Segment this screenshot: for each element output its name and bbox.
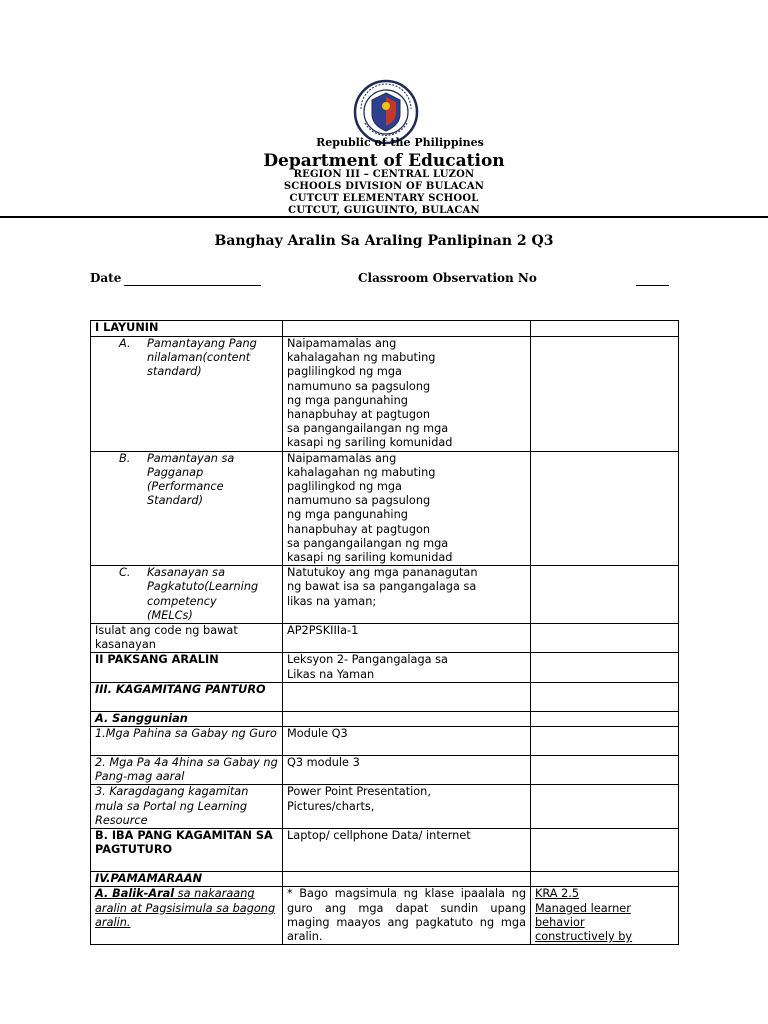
content-standard-label: Pamantayang Pang nilalaman(content standard) bbox=[147, 337, 257, 379]
karagdagang-kagamitan-label: 3. Karagdagang kagamitan mula sa Portal ng Learning Resource bbox=[91, 785, 283, 829]
table-row bbox=[91, 682, 679, 711]
republic-line: Republic of the Philippines bbox=[316, 136, 484, 149]
table-row bbox=[91, 337, 679, 452]
code-label: Isulat ang code ng bawat kasanayan bbox=[91, 624, 283, 653]
table-row bbox=[91, 624, 679, 653]
sanggunian-label: A. Sanggunian bbox=[91, 711, 283, 726]
paksang-aralin-value: Leksyon 2- Pangangalaga sa Likas na Yaman bbox=[283, 653, 531, 682]
kra-value: KRA 2.5 Managed learner behavior constructively by bbox=[531, 887, 679, 945]
table-row bbox=[91, 711, 679, 726]
table-row bbox=[91, 872, 679, 887]
table-row bbox=[91, 653, 679, 682]
performance-standard-label: Pamantayan sa Pagganap (Performance Standard) bbox=[147, 451, 235, 508]
date-blank-line[interactable] bbox=[124, 285, 261, 286]
department-name: Department of Education bbox=[263, 151, 505, 171]
content-standard-value: Naipamamalas ang kahalagahan ng mabuting paglilingkod ng mga namumuno sa pagsulong ng mga pangunahing hanapbuhay at pagtugon sa pangangailangan ng mga kasapi ng sariling komunidad bbox=[283, 337, 531, 452]
balik-aral-heading: A. Balik-Aral bbox=[95, 887, 175, 901]
region-line: REGION III – CENTRAL LUZON bbox=[293, 169, 475, 180]
code-value: AP2PSKIIIa-1 bbox=[283, 624, 531, 653]
item-letter: C. bbox=[119, 566, 131, 580]
iba-pang-kagamitan-label: B. IBA PANG KAGAMITAN SA PAGTUTURO bbox=[91, 829, 283, 872]
gabay-guro-value: Module Q3 bbox=[283, 727, 531, 756]
header-divider bbox=[0, 216, 768, 218]
table-row bbox=[91, 785, 679, 829]
date-label: Date bbox=[90, 271, 122, 285]
gabay-mag-aaral-label: 2. Mga Pa 4a 4hina sa Gabay ng Pang-mag aaral bbox=[91, 756, 283, 785]
division-line: SCHOOLS DIVISION OF BULACAN bbox=[283, 181, 485, 192]
table-row bbox=[91, 727, 679, 756]
table-row bbox=[91, 566, 679, 624]
table-row bbox=[91, 321, 679, 337]
iba-pang-kagamitan-value: Laptop/ cellphone Data/ internet bbox=[283, 829, 531, 872]
paksang-aralin-label: II PAKSANG ARALIN bbox=[91, 653, 283, 682]
karagdagang-kagamitan-value: Power Point Presentation, Pictures/charts, bbox=[283, 785, 531, 829]
learning-competency-value: Natutukoy ang mga pananagutan ng bawat isa sa pangangalaga sa likas na yaman; bbox=[283, 566, 531, 624]
gabay-guro-label: 1.Mga Pahina sa Gabay ng Guro bbox=[91, 727, 283, 756]
gabay-mag-aaral-value: Q3 module 3 bbox=[283, 756, 531, 785]
balik-aral-label bbox=[91, 887, 283, 945]
item-letter: A. bbox=[119, 337, 131, 350]
observation-blank-line[interactable] bbox=[636, 285, 669, 286]
table-row bbox=[91, 829, 679, 872]
school-line: CUTCUT ELEMENTARY SCHOOL bbox=[289, 193, 479, 204]
learning-competency-label: Kasanayan sa Pagkatuto(Learning competency (MELCs) bbox=[147, 566, 259, 622]
table-row bbox=[91, 451, 679, 566]
performance-standard-value: Naipamamalas ang kahalagahan ng mabuting paglilingkod ng mga namumuno sa pagsulong ng mga pangunahing hanapbuhay at pagtugon sa pangangailangan ng mga kasapi ng sariling komunidad bbox=[283, 451, 531, 566]
balik-aral-description: sa nakaraang aralin at Pagsisimula sa bagong aralin. bbox=[95, 887, 276, 929]
observation-label: Classroom Observation No bbox=[358, 271, 537, 285]
pamamaraan-label: IV.PAMAMARAAN bbox=[91, 872, 283, 887]
lesson-plan-table bbox=[90, 320, 679, 945]
item-letter: B. bbox=[119, 451, 131, 465]
table-row bbox=[91, 756, 679, 785]
document-title: Banghay Aralin Sa Araling Panlipinan 2 Q3 bbox=[214, 233, 554, 249]
balik-aral-value: * Bago magsimula ng klase ipaalala ng guro ang mga dapat sundin upang maging maayos ang pagkatuto ng mga aralin. bbox=[283, 887, 531, 945]
layunin-heading: I LAYUNIN bbox=[91, 321, 283, 337]
kagamitang-panturo-label: III. KAGAMITANG PANTURO bbox=[91, 682, 283, 711]
address-line: CUTCUT, GUIGUINTO, BULACAN bbox=[288, 205, 480, 216]
table-row bbox=[91, 887, 679, 945]
